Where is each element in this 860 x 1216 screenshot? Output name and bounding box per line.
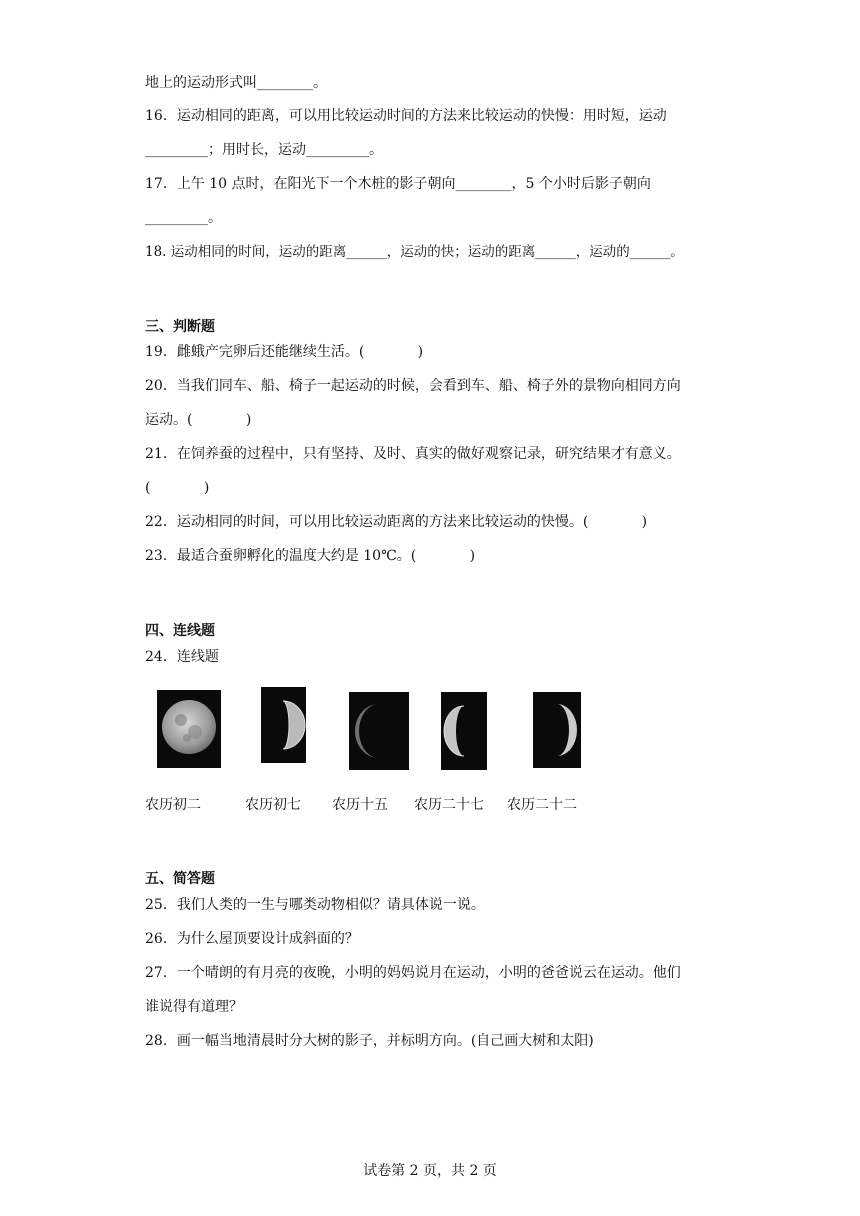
question-17-line2: _________。: [145, 210, 222, 226]
question-17-line1: 17．上午 10 点时，在阳光下一个木桩的影子朝向________，5 个小时后影子朝向: [145, 176, 651, 192]
q15-continuation: 地上的运动形式叫________。: [145, 75, 327, 91]
question-23: 23．最适合蚕卵孵化的温度大约是 10℃。( ): [145, 548, 476, 564]
question-16-line1: 16．运动相同的距离，可以用比较运动时间的方法来比较运动的快慢：用时短，运动: [145, 108, 667, 124]
question-26: 26．为什么屋顶要设计成斜面的？: [145, 931, 359, 947]
question-21-line1: 21．在饲养蚕的过程中，只有坚持、及时、真实的做好观察记录，研究结果才有意义。: [145, 446, 681, 462]
moon-crescent-image: [533, 692, 581, 768]
section-heading-judge: 三、判断题: [145, 319, 215, 335]
question-20-line2: 运动。( ): [145, 412, 252, 428]
moon-label-4: 农历二十七: [414, 797, 484, 813]
moon-thin-crescent-image: [349, 692, 409, 770]
moon-label-2: 农历初七: [245, 797, 301, 813]
question-28: 28．画一幅当地清晨时分大树的影子，并标明方向。(自己画大树和太阳): [145, 1033, 594, 1049]
question-20-line1: 20．当我们同车、船、椅子一起运动的时候，会看到车、船、椅子外的景物向相同方向: [145, 378, 681, 394]
question-22: 22．运动相同的时间，可以用比较运动距离的方法来比较运动的快慢。( ): [145, 514, 648, 530]
section-heading-short: 五、简答题: [145, 871, 215, 887]
moon-waning-image: [441, 692, 487, 770]
moon-label-3: 农历十五: [332, 797, 388, 813]
question-25: 25．我们人类的一生与哪类动物相似？请具体说一说。: [145, 897, 485, 913]
question-24: 24．连线题: [145, 649, 219, 665]
question-27-line2: 谁说得有道理？: [145, 999, 243, 1015]
moon-label-1: 农历初二: [145, 797, 201, 813]
section-heading-match: 四、连线题: [145, 623, 215, 639]
question-21-line2: ( ): [145, 480, 210, 496]
question-16-line2: _________；用时长，运动_________。: [145, 142, 383, 158]
moon-first-quarter-image: [261, 687, 306, 763]
moon-label-5: 农历二十二: [507, 797, 577, 813]
moon-full-image: [157, 690, 221, 768]
question-27-line1: 27．一个晴朗的有月亮的夜晚，小明的妈妈说月在运动，小明的爸爸说云在运动。他们: [145, 965, 681, 981]
question-19: 19．雌蛾产完卵后还能继续生活。( ): [145, 344, 424, 360]
page-footer: 试卷第 2 页，共 2 页: [363, 1163, 497, 1179]
question-18: 18. 运动相同的时间，运动的距离______，运动的快；运动的距离______，运动的______。: [145, 244, 684, 260]
